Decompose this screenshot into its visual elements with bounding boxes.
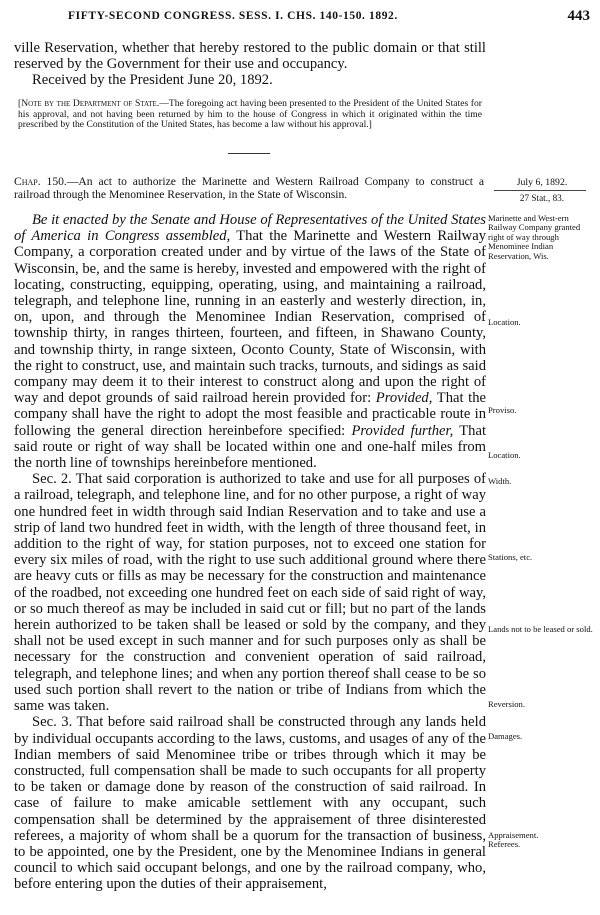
- margin-divider: [494, 190, 586, 191]
- margin-location-1: Location.: [488, 317, 521, 327]
- page-number: 443: [567, 8, 590, 24]
- margin-granted: Marinette and West-ern Railway Company granted right of way through Menominee Indian Reservation, Wis.: [488, 213, 581, 261]
- running-title: FIFTY-SECOND CONGRESS. SESS. I. CHS. 140-150. 1892.: [68, 10, 398, 22]
- continuation-paragraph: ville Reservation, whether that hereby restored to the public domain or that still reserved by the Government for their use and occupancy.: [14, 40, 486, 73]
- margin-lands: Lands not to be leased or sold.: [488, 624, 593, 634]
- section-1-text-a: That the Marinette and Western Railway Company, a corporation created under and by virtue of the laws of the State of Wisconsin, be, and the same is hereby, invested and empowered with the right of locating, constructing, equipping, operating, using, and maintaining a railroad, telegraph, and telephone line, running in an easterly and westerly direction, in, on, upon, and through the Menominee Indian Reservation, comprised of township thirty, in ranges thirteen, fourteen, and fifteen, in Shawano County, and township thirty, in range sixteen, Oconto County, State of Wisconsin, with the right to construct, use, and maintain such tracks, turnouts, and sidings as said company may deem it to their interest to construct along and upon the right of way and depot grounds of said railroad herein provided for:: [14, 228, 486, 407]
- proviso-keyword: Provided,: [375, 390, 433, 407]
- running-head: [8, 8, 592, 28]
- margin-date: July 6, 1892.: [516, 177, 568, 188]
- continuation-block: [14, 40, 486, 89]
- state-department-note: [18, 99, 482, 131]
- section-1-text-c: That said route or right of way shall be located within one and one-half miles from the north line of townships hereinbefore mentioned.: [14, 422, 486, 472]
- margin-referees: Referees.: [488, 839, 521, 849]
- note-label: [Note by the Department of State.: [18, 98, 160, 109]
- section-2: Sec. 2. That said corporation is authorized to take and use for all purposes of a railroad, telegraph, and telephone line, and for no other purpose, a right of way one hundred feet in width through said Indian Reservation and to take and use a strip of land two hundred feet in width, with the length of three thousand feet, in addition to the right of way, for station purposes, not to exceed one station for every six miles of road, with the right to use such additional ground where there are heavy cuts or fills as may be necessary for the construction and maintenance of the roadbed, not exceeding one hundred feet on each side of said right of way, or so much thereof as may be included in said cut or fill; but no part of the lands herein authorized to be taken shall be leased or sold by the company, and they shall not be used except in such manner and for such purposes only as shall be necessary for the construction and convenient operation of said railroad, telegraph, and telephone lines; and when any portion thereof shall cease to be so used such portion shall revert to the nation or tribe of Indians from which the same was taken.: [14, 471, 486, 715]
- margin-proviso: Proviso.: [488, 405, 517, 415]
- margin-location-2: Location.: [488, 450, 521, 460]
- section-1-text-b: That the company shall have the right to adopt the most feasible and practicable route in following the general direction hereinbefore specified:: [14, 390, 486, 439]
- margin-statute: 27 Stat., 83.: [519, 193, 565, 203]
- enacting-clause: Be it enacted by the Senate and House of Representatives of the United States of America in Congress assembled,: [14, 212, 486, 245]
- chapter-title: —An act to authorize the Marinette and Western Railroad Company to construct a railroad through the Menominee Reservation, in the State of Wisconsin.: [14, 175, 484, 201]
- margin-damages: Damages.: [488, 731, 523, 741]
- margin-stations: Stations, etc.: [488, 552, 533, 562]
- received-line: Received by the President June 20, 1892.: [32, 72, 273, 89]
- margin-appraisement: Appraisement.: [488, 830, 539, 840]
- margin-reversion: Reversion.: [488, 699, 525, 709]
- proviso-further-keyword: Provided further,: [351, 422, 454, 439]
- act-body: [14, 212, 486, 893]
- note-text: —The foregoing act having been presented to the President of the United States for his approval, and not having been returned by him to the house of Congress in which it originated within the time prescribed by the Constitution of the United States, has become a law without his approval.]: [18, 98, 482, 130]
- chapter-heading: [14, 175, 484, 201]
- margin-width: Width.: [488, 476, 512, 486]
- section-1: [14, 212, 486, 471]
- section-divider: [228, 153, 270, 154]
- chapter-label: Chap. 150.: [14, 175, 67, 188]
- section-3: Sec. 3. That before said railroad shall be constructed through any lands held by individual occupants according to the laws, customs, and usages of any of the Indian members of said Menominee tribe or tribes through which it may be constructed, full compensation shall be made to such occupants for all property to be taken or damage done by reason of the construction of said railroad. In case of failure to make amicable settlement with any occupant, such compensation shall be determined by the appraisement of three disinterested referees, a majority of whom shall be a quorum for the transaction of business, to be appointed, one by the President, one by the Menominee Indians in general council to which said occupant belongs, and one by the railroad company, who, before entering upon the duties of their appraisement,: [14, 714, 486, 893]
